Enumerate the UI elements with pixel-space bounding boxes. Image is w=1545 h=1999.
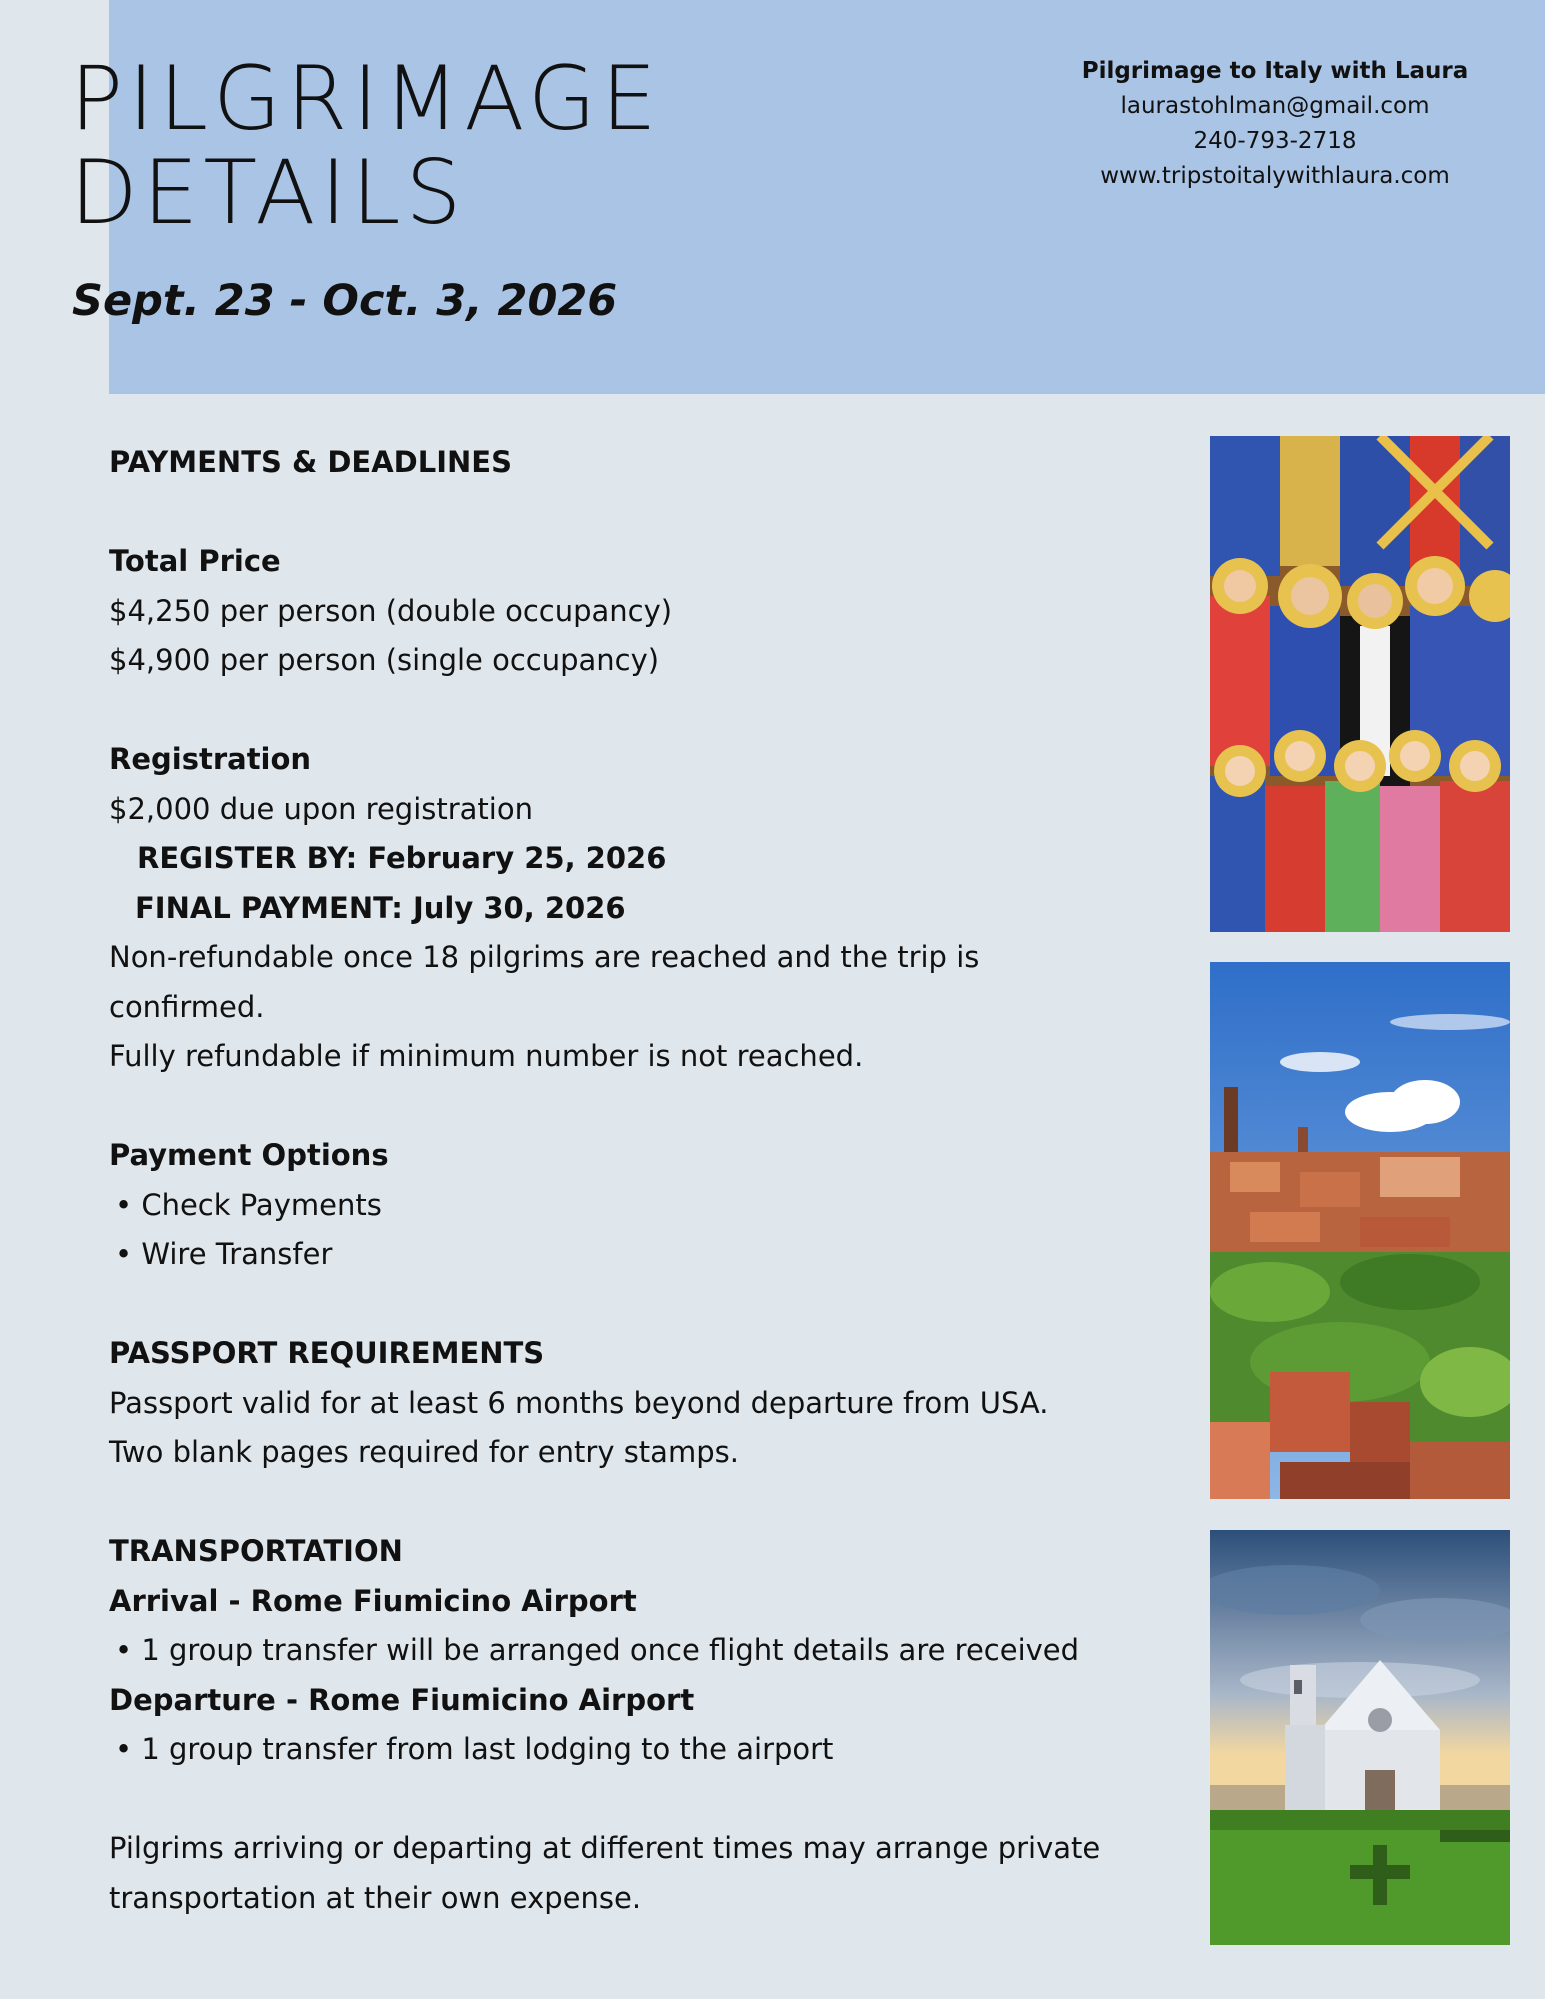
departure-detail: • 1 group transfer from last lodging to the airport [115, 1732, 834, 1766]
payment-option: • Wire Transfer [115, 1237, 333, 1271]
payment-options-label: Payment Options [109, 1138, 389, 1172]
transport-note-line-2: transportation at their own expense. [109, 1880, 642, 1915]
saints-painting-image [1210, 436, 1510, 932]
basilica-image [1210, 1530, 1510, 1945]
contact-org: Pilgrimage to Italy with Laura [1081, 58, 1469, 84]
passport-heading: PASSPORT REQUIREMENTS [109, 1336, 545, 1370]
deposit-text: $2,000 due upon registration [109, 791, 533, 826]
payment-option: • Check Payments [115, 1187, 382, 1222]
transportation-heading: TRANSPORTATION [109, 1534, 403, 1568]
transport-note-line-1: Pilgrims arriving or departing at different times may arrange private [109, 1831, 1101, 1865]
page-title [70, 47, 662, 244]
price-single: $4,900 per person (single occupancy) [109, 643, 660, 677]
contact-phone: 240-793-2718 [1193, 128, 1357, 154]
price-double: $4,250 per person (double occupancy) [109, 593, 673, 628]
nonrefundable-line-1: Non-refundable once 18 pilgrims are reached and the trip is [109, 940, 980, 974]
contact-block [1000, 54, 1545, 194]
arrival-detail: • 1 group transfer will be arranged once flight details are received [115, 1633, 1080, 1667]
nonrefundable-line-2: confirmed. [109, 989, 265, 1024]
payments-heading: PAYMENTS & DEADLINES [109, 445, 512, 479]
departure-label: Departure - Rome Fiumicino Airport [109, 1682, 695, 1717]
arrival-label: Arrival - Rome Fiumicino Airport [109, 1583, 637, 1618]
contact-email: laurastohlman@gmail.com [1120, 93, 1430, 119]
register-by: REGISTER BY: February 25, 2026 [137, 841, 667, 875]
total-price-label: Total Price [109, 544, 281, 578]
trip-dates: Sept. 23 - Oct. 3, 2026 [72, 276, 618, 326]
passport-line-2: Two blank pages required for entry stamps. [109, 1435, 739, 1469]
details-content [109, 438, 1169, 1923]
registration-label: Registration [109, 742, 312, 776]
passport-line-1: Passport valid for at least 6 months beyond departure from USA. [109, 1385, 1049, 1420]
refundable-text: Fully refundable if minimum number is not reached. [109, 1039, 864, 1073]
hilltop-city-image [1210, 962, 1510, 1499]
title-line-1: PILGRIMAGE [70, 47, 662, 150]
contact-website: www.tripstoitalywithlaura.com [1100, 163, 1450, 189]
final-payment: FINAL PAYMENT: July 30, 2026 [135, 890, 626, 925]
title-line-2: DETAILS [70, 141, 467, 244]
